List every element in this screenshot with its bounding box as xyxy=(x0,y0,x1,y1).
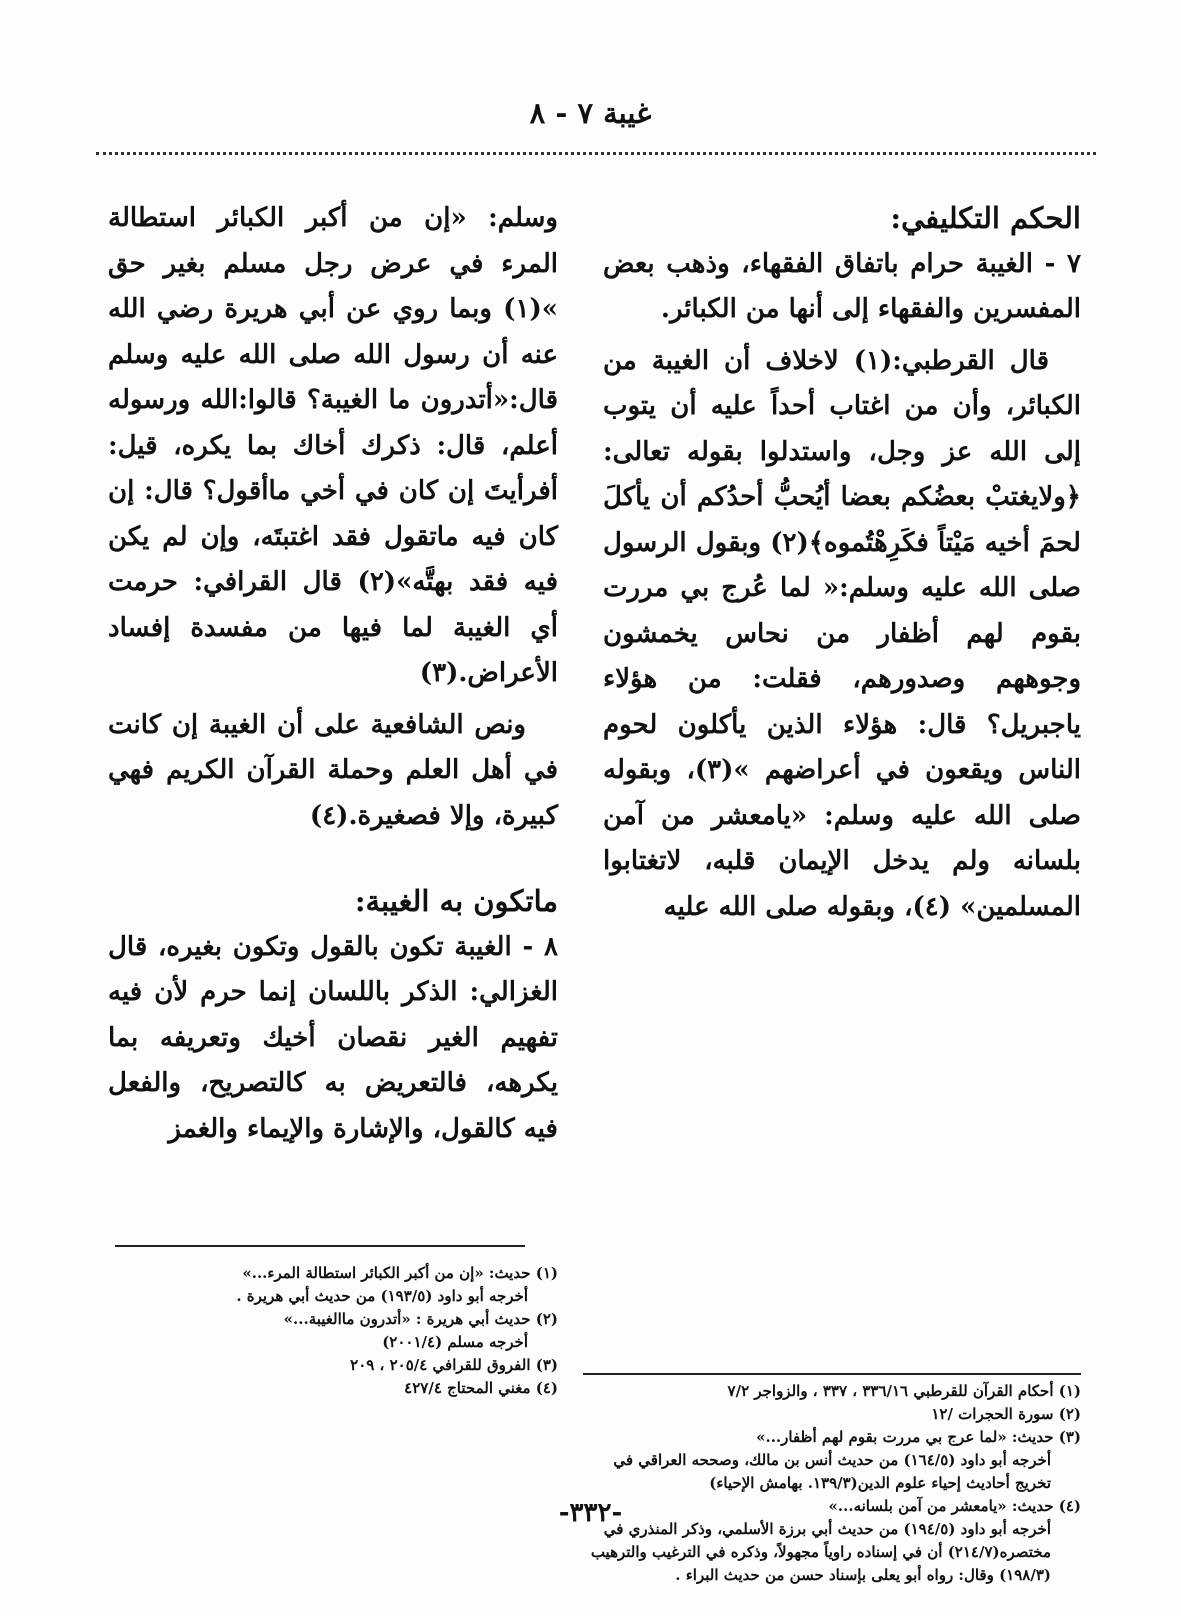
right-footnotes xyxy=(583,1380,1081,1587)
footnote-item: (٤) مغني المحتاج ٤٢٧/٤ xyxy=(404,1379,558,1397)
left-column xyxy=(108,196,558,1152)
footnote-item: (١) حديث: «إن من أكبر الكبائر استطالة المرء...» xyxy=(242,1264,558,1282)
footnote-item: (٣) حديث: «لما عرج بي مررت بقوم لهم أظفار...» xyxy=(756,1428,1081,1446)
section-heading-means: ماتكون به الغيبة: xyxy=(354,884,558,918)
footnote-item: (٣) الفروق للقرافي ٢٠٥/٤ ، ٢٠٩ xyxy=(350,1356,558,1374)
footnote-item: أخرجه مسلم (٢٠٠١/٤) xyxy=(382,1333,528,1351)
page-number: -٣٣٢- xyxy=(558,1498,623,1528)
left-paragraph-3: ٨ - الغيبة تكون بالقول وتكون بغيره، قال الغزالي: الذكر باللسان إنما حرم لأن فيه تفهيم الغير نقصان أخيك وتعريفه بما يكرهه، فالتعريض به كالتصريح، والفعل فيه كالقول، والإشارة والإيماء والغمز xyxy=(108,931,558,1144)
right-column xyxy=(603,196,1081,930)
footnote-item: (٤) حديث: «يامعشر من آمن بلسانه...» xyxy=(828,1497,1081,1515)
left-footnotes xyxy=(108,1262,558,1400)
page-header-title: غيبة ٧ - ٨ xyxy=(529,96,652,130)
footnote-item: أخرجه أبو داود (١٩٤/٥) من حديث أبي برزة الأسلمي، وذكر المنذري في مختصره(٢١٤/٧) أن في إسناده راوياً مجهولاً، وذكره في الترغيب والترهيب (١٩٨/٣) وقال: رواه أبو يعلى بإسناد حسن من حديث البراء . xyxy=(590,1520,1051,1584)
footnote-item: أخرجه أبو داود (١٦٤/٥) من حديث أنس بن مالك، وصححه العراقي في تخريج أحاديث إحياء علوم الدين(١٣٩/٣. بهامش الإحياء) xyxy=(613,1451,1051,1492)
header-dotted-rule xyxy=(96,152,1096,155)
left-footnote-rule xyxy=(115,1245,525,1247)
left-paragraph-1: وسلم: «إن من أكبر الكبائر استطالة المرء في عرض رجل مسلم بغير حق »(١) وبما روي عن أبي هريرة رضي الله عنه أن رسول الله صلى الله عليه وسلم قال:«أتدرون ما الغيبة؟ قالوا:الله ورسوله أعلم، قال: ذكرك أخاك بما يكره، قيل: أفرأيتَ إن كان في أخي ماأقول؟ قال: إن كان فيه ماتقول فقد اغتبتَه، وإن لم يكن فيه فقد بهتَّه»(٢) قال القرافي: حرمت أي الغيبة لما فيها من مفسدة إفساد الأعراض.(٣) xyxy=(108,203,558,688)
footnote-item: (٢) حديث أبي هريرة : «أتدرون ماالغيبة...» xyxy=(283,1310,558,1328)
footnote-item: (٢) سورة الحجرات /١٢ xyxy=(931,1405,1081,1423)
section-heading-ruling: الحكم التكليفي: xyxy=(890,201,1081,235)
left-paragraph-2: ونص الشافعية على أن الغيبة إن كانت في أهل العلم وحملة القرآن الكريم فهي كبيرة، وإلا فصغيرة.(٤) xyxy=(108,709,558,831)
right-footnote-rule xyxy=(583,1373,1081,1375)
right-paragraph-2: قال القرطبي:(١) لاخلاف أن الغيبة من الكبائر، وأن من اغتاب أحداً عليه أن يتوب إلى الله عز وجل، واستدلوا بقوله تعالى:﴿ولايغتبْ بعضُكم بعضا أيُحبُّ أحدُكم أن يأكلَ لحمَ أخيه مَيْتاً فكَرِهْتُموه﴾(٢) وبقول الرسول صلى الله عليه وسلم:« لما عُرج بي مررت بقوم لهم أظفار من نحاس يخمشون وجوههم وصدورهم، فقلت: من هؤلاء ياجبريل؟ قال: هؤلاء الذين يأكلون لحوم الناس ويقعون في أعراضهم »(٣)، وبقوله صلى الله عليه وسلم: «يامعشر من آمن بلسانه ولم يدخل الإيمان قلبه، لاتغتابوا المسلمين» (٤)، وبقوله صلى الله عليه xyxy=(603,345,1081,922)
footnote-item: أخرجه أبو داود (١٩٣/٥) من حديث أبي هريرة . xyxy=(236,1287,528,1305)
right-paragraph-1: ٧ - الغيبة حرام باتفاق الفقهاء، وذهب بعض المفسرين والفقهاء إلى أنها من الكبائر. xyxy=(603,248,1081,324)
footnote-item: (١) أحكام القرآن للقرطبي ٣٣٦/١٦ ، ٣٣٧ ، والزواجر ٧/٢ xyxy=(727,1382,1081,1400)
